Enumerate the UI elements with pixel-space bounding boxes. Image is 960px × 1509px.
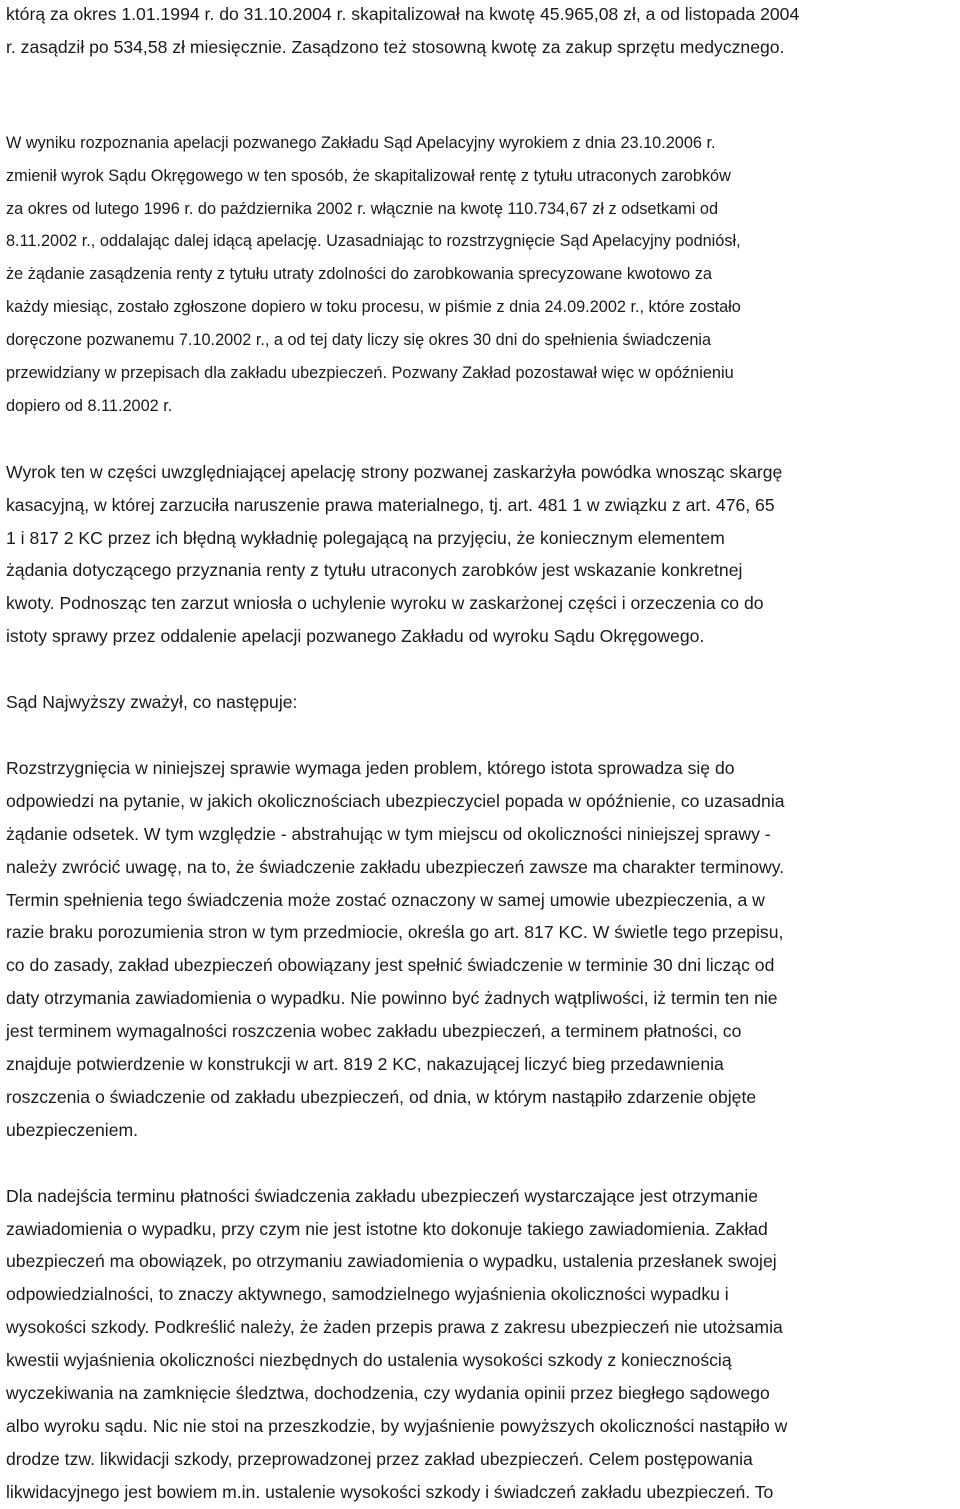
paragraph-gap [6, 94, 958, 127]
paragraph-court-heading [6, 686, 958, 719]
text-line: ubezpieczeń ma obowiązek, po otrzymaniu zawiadomienia o wypadku, ustalenia przesłanek swojej [6, 1251, 777, 1272]
text-line: istoty sprawy przez oddalenie apelacji pozwanego Zakładu od wyroku Sądu Okręgowego. [6, 626, 705, 647]
text-line: W wyniku rozpoznania apelacji pozwanego Zakładu Sąd Apelacyjny wyrokiem z dnia 23.10.2006 r. [6, 133, 716, 152]
text-line: żądania dotyczącego przyznania renty z tytułu utraconych zarobków jest wskazanie konkretnej [6, 560, 743, 581]
text-line: którą za okres 1.01.1994 r. do 31.10.2004 r. skapitalizował na kwotę 45.965,08 zł, a od listopada 2004 [6, 4, 800, 24]
paragraph-gap [6, 653, 958, 686]
paragraph-appeal-judgment [6, 127, 958, 423]
text-line: 1 i 817 2 KC przez ich błędną wykładnię polegającą na przyjęciu, że koniecznym elementem [6, 527, 725, 548]
paragraph-cassation-complaint [6, 456, 958, 653]
text-line: znajduje potwierdzenie w konstrukcji w art. 819 2 KC, nakazującej liczyć bieg przedawnienia [6, 1054, 724, 1075]
paragraph-gap [6, 719, 958, 752]
text-line: roszczenia o świadczenie od zakładu ubezpieczeń, od dnia, w którym nastąpiło zdarzenie objęte [6, 1086, 757, 1107]
text-line: Sąd Najwyższy zważył, co następuje: [6, 692, 298, 713]
text-line: należy zwrócić uwagę, na to, że świadczenie zakładu ubezpieczeń zawsze ma charakter terminowy. [6, 856, 785, 877]
text-line: Dla nadejścia terminu płatności świadczenia zakładu ubezpieczeń wystarczające jest otrzymanie [6, 1185, 759, 1206]
paragraph-gap [6, 423, 958, 456]
text-line: wysokości szkody. Podkreślić należy, że żaden przepis prawa z zakresu ubezpieczeń nie utożsamia [6, 1317, 783, 1338]
text-line: przewidziany w przepisach dla zakładu ubezpieczeń. Pozwany Zakład pozostawał więc w opóźnieniu [6, 364, 734, 383]
text-line: dopiero od 8.11.2002 r. [6, 396, 173, 415]
text-line: albo wyroku sądu. Nic nie stoi na przeszkodzie, by wyjaśnienie powyższych okoliczności nastąpiło w [6, 1415, 788, 1436]
paragraph-payment-deadline [6, 1180, 958, 1509]
text-line: doręczone pozwanemu 7.10.2002 r., a od tej daty liczy się okres 30 dni do spełnienia świadczenia [6, 331, 712, 350]
document-page [6, 0, 958, 1509]
text-line: jest terminem wymagalności roszczenia wobec zakładu ubezpieczeń, a terminem płatności, co [6, 1021, 742, 1042]
text-line: Rozstrzygnięcia w niniejszej sprawie wymaga jeden problem, którego istota sprowadza się do [6, 757, 735, 778]
text-line: 8.11.2002 r., oddalając dalej idącą apelację. Uzasadniając to rozstrzygnięcie Sąd Apelacyjny podniósł, [6, 232, 741, 251]
text-line: każdy miesiąc, zostało zgłoszone dopiero w toku procesu, w piśmie z dnia 24.09.2002 r., które zostało [6, 298, 741, 317]
text-line: ubezpieczeniem. [6, 1119, 139, 1140]
text-line: że żądanie zasądzenia renty z tytułu utraty zdolności do zarobkowania sprecyzowane kwotowo za [6, 265, 712, 284]
text-line: kwestii wyjaśnienia okoliczności niezbędnych do ustalenia wysokości szkody z koniecznością [6, 1350, 732, 1371]
text-line: razie braku porozumienia stron w tym przedmiocie, określa go art. 817 KC. W świetle tego przepisu, [6, 922, 784, 943]
text-line: za okres od lutego 1996 r. do października 2002 r. włącznie na kwotę 110.734,67 zł z odsetkami od [6, 199, 718, 218]
paragraph-gap [6, 64, 958, 94]
text-line: drodze tzw. likwidacji szkody, przeprowadzonej przez zakład ubezpieczeń. Celem postępowania [6, 1448, 753, 1469]
text-line: wyczekiwania na zamknięcie śledztwa, dochodzenia, czy wydania opinii przez biegłego sądowego [6, 1383, 770, 1404]
text-line: r. zasądził po 534,58 zł miesięcznie. Zasądzono też stosowną kwotę za zakup sprzętu medycznego. [6, 36, 785, 57]
text-line: daty otrzymania zawiadomienia o wypadku. Nie powinno być żadnych wątpliwości, iż termin ten nie [6, 988, 778, 1009]
paragraph-gap [6, 1147, 958, 1180]
paragraph-reasoning [6, 752, 958, 1147]
text-line: kasacyjną, w której zarzuciła naruszenie prawa materialnego, tj. art. 481 1 w związku z art. 476, 65 [6, 494, 775, 515]
text-line: kwoty. Podnosząc ten zarzut wniosła o uchylenie wyroku w zaskarżonej części i orzeczenia co do [6, 593, 764, 614]
text-line: co do zasady, zakład ubezpieczeń obowiązany jest spełnić świadczenie w terminie 30 dni licząc od [6, 955, 775, 976]
text-line: odpowiedzi na pytanie, w jakich okolicznościach ubezpieczyciel popada w opóźnienie, co uzasadnia [6, 790, 785, 811]
text-line: zawiadomienia o wypadku, przy czym nie jest istotne kto dokonuje takiego zawiadomienia. Zakład [6, 1218, 768, 1239]
text-line: likwidacyjnego jest bowiem m.in. ustalenie wysokości szkody i świadczeń zakładu ubezpieczeń. To [6, 1481, 774, 1502]
paragraph-capitalized-pension [6, 0, 958, 64]
text-line: Wyrok ten w części uwzględniającej apelację strony pozwanej zaskarżyła powódka wnosząc skargę [6, 461, 783, 482]
text-line: Termin spełnienia tego świadczenia może zostać oznaczony w samej umowie ubezpieczenia, a w [6, 889, 765, 910]
text-line: zmienił wyrok Sądu Okręgowego w ten sposób, że skapitalizował rentę z tytułu utraconych zarobków [6, 166, 731, 185]
text-line: odpowiedzialności, to znaczy aktywnego, samodzielnego wyjaśnienia okoliczności wypadku i [6, 1284, 729, 1305]
text-line: żądanie odsetek. W tym względzie - abstrahując w tym miejscu od okoliczności niniejszej sprawy - [6, 823, 771, 844]
